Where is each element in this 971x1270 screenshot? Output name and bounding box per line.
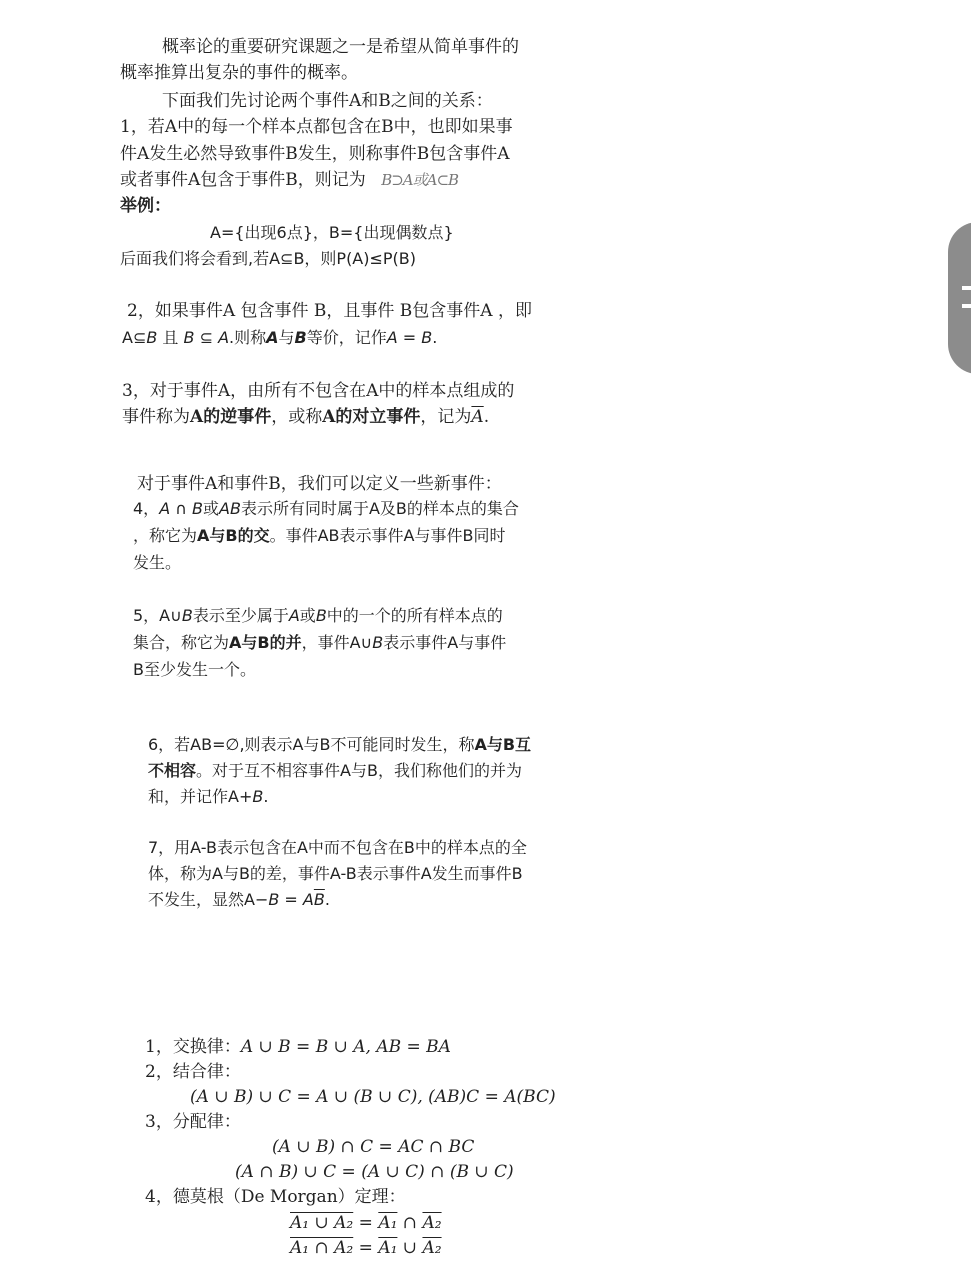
item5-or: 或 — [299, 606, 316, 625]
item4-desc: 表示所有同时属于A及B的样本点的集合 — [240, 499, 519, 518]
item7-eq: B = A — [268, 890, 314, 909]
item2-subset-b: B ⊆ A — [183, 328, 230, 347]
item1-line-3-text: 或者事件A包含于事件B，则记为 — [120, 170, 366, 190]
item2-equation: A = B — [386, 328, 433, 347]
item7-line-1: 7，用A-B表示包含在A中而不包含在B中的样本点的全 — [148, 838, 527, 857]
item6-period: . — [263, 787, 269, 806]
dm1-r1: A₁ — [378, 1213, 398, 1233]
item5-union-term: A与B的并 — [229, 633, 302, 652]
item5-text-b: 中的一个的所有样本点的 — [326, 606, 503, 625]
item5-union: 5，A∪ — [133, 606, 182, 625]
item7-line-2: 体，称为A与B的差，事件A-B表示事件A发生而事件B — [148, 864, 523, 883]
item6-sum: 和，并记作A+ — [148, 787, 253, 806]
law-distributive-formula-1: (A ∪ B) ∩ C = AC ∩ BC — [272, 1137, 475, 1157]
example-text: A={出现6点}，B={出现偶数点} — [210, 223, 454, 242]
intro-line-3: 下面我们先讨论两个事件A和B之间的关系： — [162, 91, 493, 111]
demorgan-formula-2 — [290, 1237, 442, 1259]
item2-bold-b: B — [294, 328, 307, 347]
item1-line-2: 件A发生必然导致事件B发生，则称事件B包含事件A — [120, 144, 510, 164]
law-distributive-label: 3，分配律： — [145, 1112, 241, 1132]
item4-ab: AB — [219, 499, 241, 518]
law-associative-formula: (A ∪ B) ∪ C = A ∪ (B ∪ C), (AB)C = A(BC) — [190, 1087, 556, 1107]
item2-period: . — [432, 328, 438, 347]
item7-line-3 — [148, 889, 330, 911]
dm1-op: ∩ — [397, 1213, 423, 1233]
demorgan-formula-1 — [290, 1212, 442, 1234]
item7-period: . — [324, 890, 330, 909]
item3-line-1: 3，对于事件A，由所有不包含在A中的样本点组成的 — [122, 381, 515, 401]
item2-line-1: 2，如果事件A 包含事件 B，且事件 B包含事件A ，即 — [127, 301, 532, 321]
item4-line-1 — [133, 498, 519, 520]
item3-opposite-event: A的对立事件 — [322, 407, 421, 427]
side-panel-tab[interactable] — [948, 222, 971, 374]
law-distributive-formula-2: (A ∩ B) ∪ C = (A ∪ C) ∩ (B ∪ C) — [235, 1162, 514, 1182]
dm2-r1: A₁ — [378, 1238, 398, 1258]
item4-called: ，称它为 — [133, 526, 198, 545]
item5-line-1 — [133, 605, 503, 627]
item7-text: 不发生，显然A− — [148, 890, 269, 909]
item2-var-b: B — [146, 328, 158, 347]
item5-var-a: A — [288, 606, 300, 625]
tab-handle-bar-top — [962, 286, 971, 290]
tab-handle-bar-bottom — [962, 304, 971, 308]
item3-called: 事件称为 — [122, 407, 190, 427]
item1-line-1: 1，若A中的每一个样本点都包含在B中，也即如果事 — [120, 117, 513, 137]
item3-denote: ，记为 — [420, 407, 472, 427]
item2-equivalent: 等价，记作 — [306, 328, 387, 347]
law-commutative-formula: A ∪ B = B ∪ A, AB = BA — [240, 1037, 451, 1057]
item2-line-2 — [122, 327, 437, 349]
dm1-r2: A₂ — [422, 1213, 442, 1233]
item5-line-2 — [133, 632, 506, 654]
item1-line-3 — [120, 169, 458, 191]
item2-bold-a: A — [266, 328, 279, 347]
item6-b: B — [252, 787, 264, 806]
item4-line-3: 发生。 — [133, 553, 182, 572]
item3-or-called: ，或称 — [271, 407, 323, 427]
item5-meaning: 表示事件A与事件 — [383, 633, 507, 652]
item6-line-2 — [148, 760, 522, 782]
item4-meaning: 。事件AB表示事件A与事件B同时 — [269, 526, 506, 545]
item4-or: 或 — [203, 499, 220, 518]
item5-var-b: B — [315, 606, 327, 625]
item5-event-union: ，事件A∪ — [301, 633, 373, 652]
example-label: 举例： — [120, 196, 171, 216]
item5-called: 集合，称它为 — [133, 633, 230, 652]
item4-line-2 — [133, 525, 505, 547]
item2-with: 与 — [278, 328, 295, 347]
item6-text-2: 。对于互不相容事件A与B，我们称他们的并为 — [196, 761, 522, 780]
item2-and: 且 — [157, 328, 184, 347]
item1-conclusion: 后面我们将会看到,若A⊆B，则P(A)≤P(B) — [120, 249, 417, 268]
item5-line-3: B至少发生一个。 — [133, 660, 256, 679]
intro-line-1: 概率论的重要研究课题之一是希望从简单事件的 — [162, 37, 519, 57]
item6-text: 6，若AB=∅,则表示A与B不可能同时发生，称 — [148, 735, 475, 754]
dm2-lhs: A₁ ∩ A₂ — [290, 1238, 354, 1258]
item3-period: . — [483, 407, 490, 427]
new-events-intro: 对于事件A和事件B，我们可以定义一些新事件： — [137, 474, 502, 494]
item4-intersection: A ∩ B — [159, 499, 203, 518]
dm2-eq: = — [353, 1238, 379, 1258]
item4-intersection-term: A与B的交 — [197, 526, 270, 545]
item6-term-2: 不相容 — [148, 761, 197, 780]
law-commutative-label: 1，交换律： — [145, 1037, 241, 1057]
item1-notation: B⊃A或A⊂B — [381, 171, 459, 189]
item3-inverse-event: A的逆事件 — [190, 407, 272, 427]
item5-text-a: 表示至少属于 — [192, 606, 289, 625]
item5-b2: B — [372, 633, 384, 652]
law-associative-label: 2，结合律： — [145, 1062, 241, 1082]
item4-num: 4， — [133, 499, 160, 518]
item6-line-1 — [148, 734, 531, 756]
item7-b-bar: $\overline{B}$ — [313, 890, 325, 909]
dm1-lhs: A₁ ∪ A₂ — [290, 1213, 354, 1233]
item6-line-3 — [148, 786, 268, 808]
dm2-r2: A₂ — [422, 1238, 442, 1258]
dm2-op: ∪ — [397, 1238, 423, 1258]
item3-line-2 — [122, 406, 489, 428]
item6-term-1: A与B互 — [474, 735, 532, 754]
item2-subset-a: A⊆ — [122, 328, 147, 347]
law-commutative — [145, 1036, 451, 1058]
intro-line-2: 概率推算出复杂的事件的概率。 — [120, 63, 358, 83]
law-demorgan-label: 4，德莫根（De Morgan）定理： — [145, 1187, 406, 1207]
item5-b: B — [181, 606, 193, 625]
item2-then-called: .则称 — [229, 328, 267, 347]
dm1-eq: = — [353, 1213, 379, 1233]
item3-a-bar: $\overline{A}$ — [471, 407, 484, 427]
